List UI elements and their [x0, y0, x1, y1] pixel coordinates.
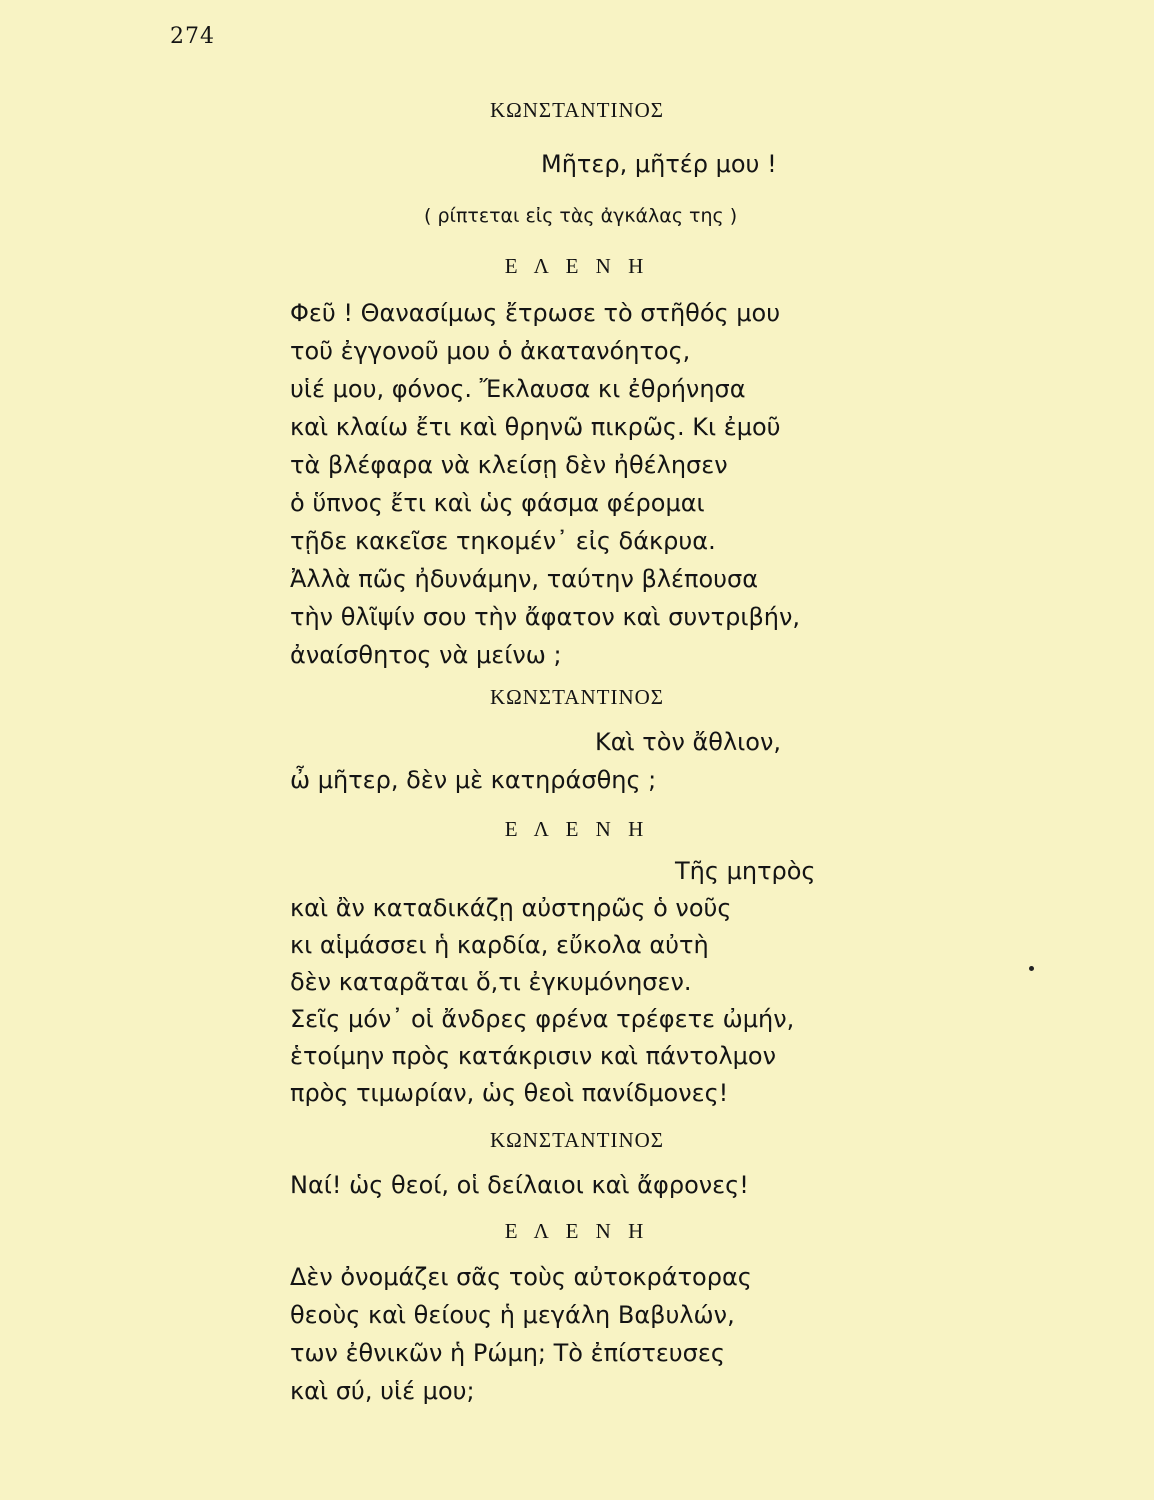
- verse-line: Ἀλλὰ πῶς ἠδυνάμην, ταύτην βλέπουσα: [290, 565, 759, 593]
- verse-line: τὰ βλέφαρα νὰ κλείσῃ δὲν ἠθέλησεν: [290, 451, 728, 479]
- verse-line: Καὶ τὸν ἄθλιον,: [595, 728, 782, 756]
- verse-line: Τῆς μητρὸς: [675, 857, 816, 885]
- verse-line: καὶ σύ, υἱέ μου;: [290, 1377, 475, 1405]
- verse-line: καὶ ἂν καταδικάζῃ αὐστηρῶς ὁ νοῦς: [290, 894, 732, 922]
- verse-line: ὁ ὕπνος ἔτι καὶ ὡς φάσμα φέρομαι: [290, 489, 705, 517]
- speaker-eleni: Ε Λ Ε Ν Η: [504, 817, 650, 841]
- verse-line: καὶ κλαίω ἔτι καὶ θρηνῶ πικρῶς. Κι ἐμοῦ: [290, 413, 781, 441]
- verse-line: κι αἱμάσσει ἡ καρδία, εὔκολα αὐτὴ: [290, 931, 709, 959]
- page-number: 274: [170, 24, 215, 49]
- verse-line: Σεῖς μόν᾽ οἱ ἄνδρες φρένα τρέφετε ὠμήν,: [290, 1005, 795, 1033]
- verse-line: πρὸς τιμωρίαν, ὡς θεοὶ πανίδμονες!: [290, 1079, 729, 1107]
- speaker-eleni: Ε Λ Ε Ν Η: [504, 254, 650, 278]
- verse-line: τὴν θλῖψίν σου τὴν ἄφατον καὶ συντριβήν,: [290, 603, 801, 631]
- verse-line: θεοὺς καὶ θείους ἡ μεγάλη Βαβυλών,: [290, 1301, 735, 1329]
- verse-line: τοῦ ἐγγονοῦ μου ὁ ἀκατανόητος,: [290, 337, 691, 365]
- verse-line: Δὲν ὀνομάζει σᾶς τοὺς αὐτοκράτορας: [290, 1263, 752, 1291]
- verse-line: Ναί! ὡς θεοί, οἱ δείλαιοι καὶ ἄφρονες!: [290, 1171, 749, 1199]
- speaker-konstantinos: ΚΩΝΣΤΑΝΤΙΝΟΣ: [489, 1128, 664, 1152]
- speaker-konstantinos: ΚΩΝΣΤΑΝΤΙΝΟΣ: [489, 685, 664, 709]
- speaker-konstantinos: ΚΩΝΣΤΑΝΤΙΝΟΣ: [489, 98, 664, 122]
- verse-line: Φεῦ ! Θανασίμως ἔτρωσε τὸ στῆθός μου: [290, 299, 781, 327]
- verse-line: ἑτοίμην πρὸς κατάκρισιν καὶ πάντολμον: [290, 1042, 777, 1070]
- stage-direction: ( ρίπτεται εἰς τὰς ἀγκάλας της ): [424, 205, 738, 227]
- verse-line: των ἐθνικῶν ἡ Ρώμη; Τὸ ἐπίστευσες: [290, 1339, 725, 1367]
- verse-line: Μῆτερ, μῆτέρ μου !: [541, 150, 777, 178]
- verse-line: δὲν καταρᾶται ὅ,τι ἐγκυμόνησεν.: [290, 968, 692, 996]
- verse-line: τῇδε κακεῖσε τηκομέν᾽ εἰς δάκρυα.: [290, 527, 716, 555]
- speaker-eleni: Ε Λ Ε Ν Η: [504, 1219, 650, 1243]
- verse-line: υἱέ μου, φόνος. Ἔκλαυσα κι ἐθρήνησα: [290, 375, 746, 403]
- verse-line: ὦ μῆτερ, δὲν μὲ κατηράσθης ;: [290, 766, 657, 794]
- verse-line: ἀναίσθητος νὰ μείνω ;: [290, 641, 562, 669]
- ink-speck: [1029, 966, 1034, 971]
